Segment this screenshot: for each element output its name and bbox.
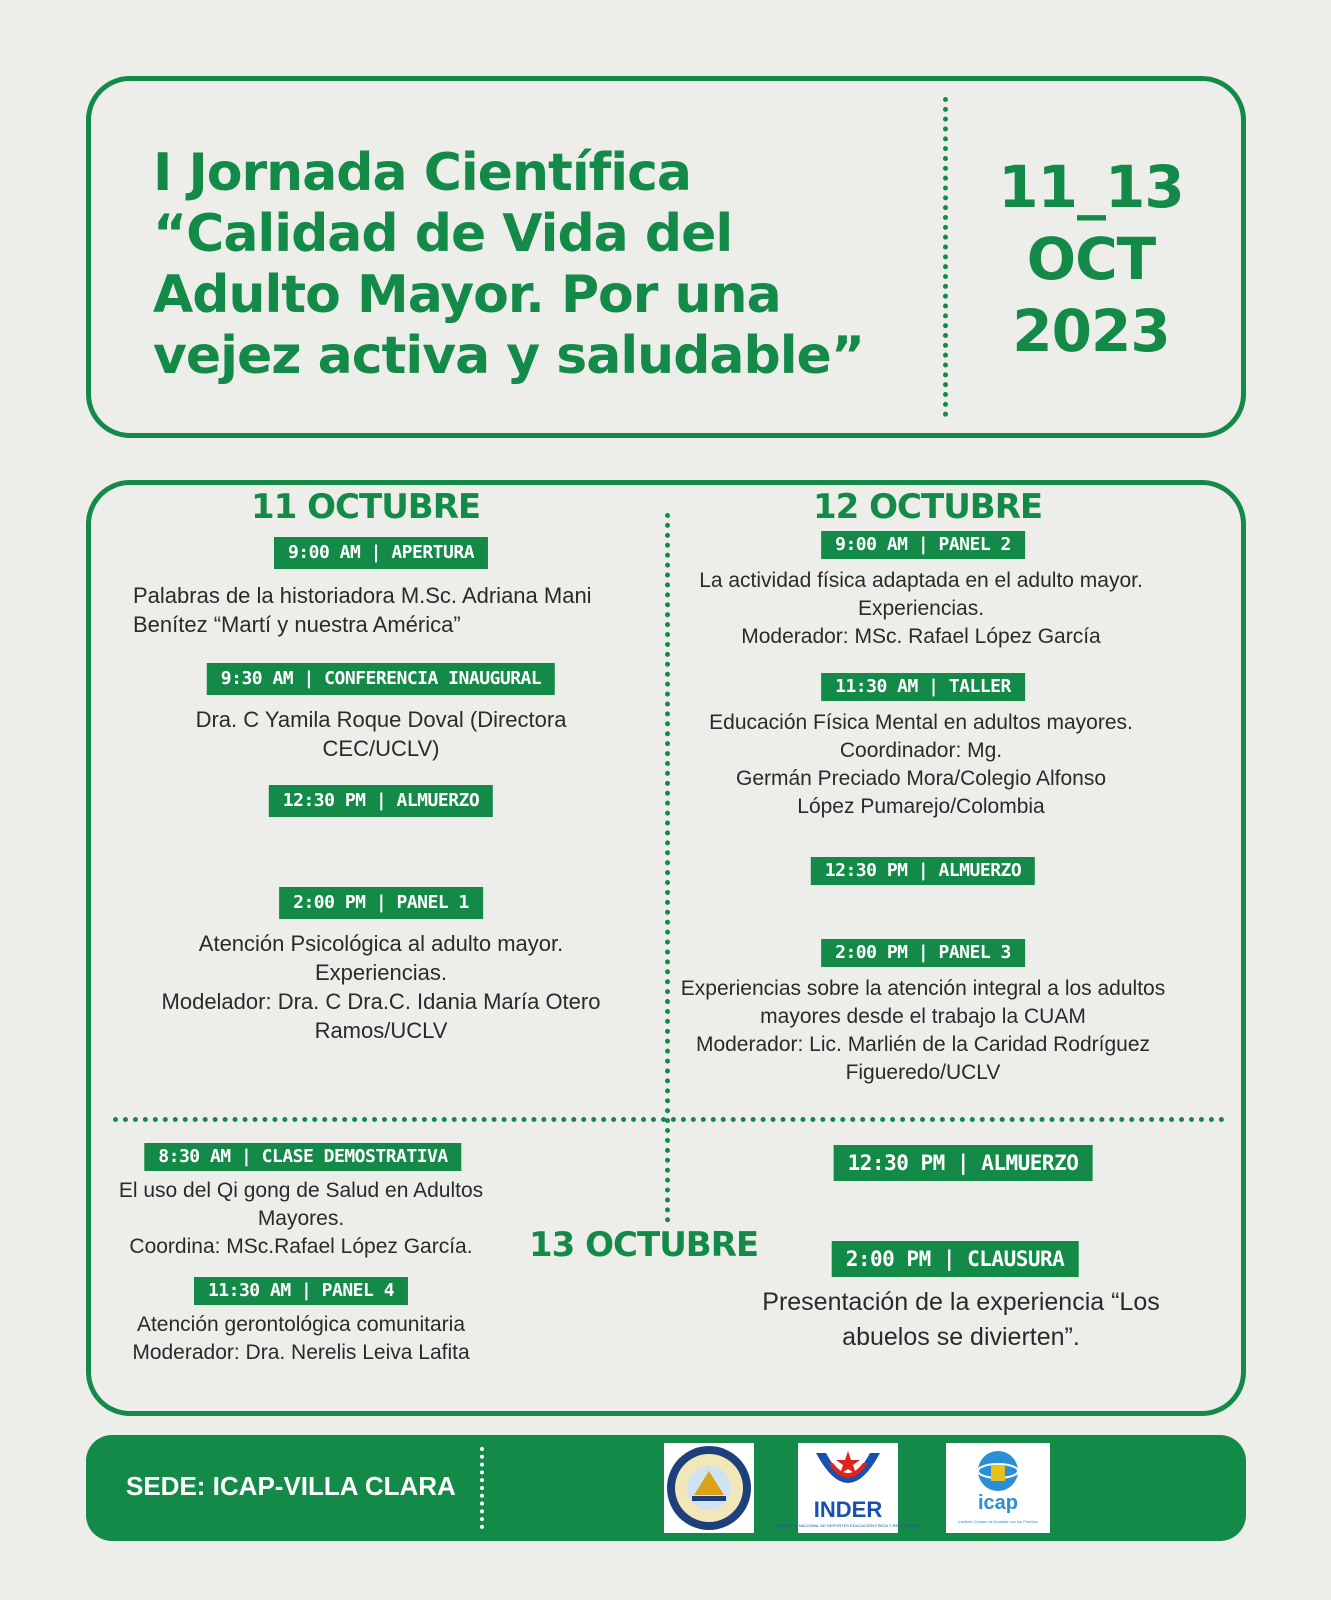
session-tag: 2:00 PM | PANEL 3 (821, 939, 1025, 967)
footer-bar (86, 1435, 1246, 1541)
event-dates (971, 151, 1211, 367)
title-line: Adulto Mayor. Por una (153, 265, 781, 325)
session-tag: 2:00 PM | CLAUSURA (832, 1241, 1079, 1277)
title-line: I Jornada Científica (153, 143, 692, 203)
description-line: El uso del Qi gong de Salud en Adultos (118, 1179, 484, 1202)
description-line: Educación Física Mental en adultos mayores. (709, 711, 1133, 734)
description-line: Coordinador: Mg. (839, 739, 1003, 762)
university-seal-logo (664, 1443, 754, 1533)
session-description (681, 567, 1161, 651)
header-box (86, 76, 1246, 438)
day3-title: 13 OCTUBRE (529, 1225, 759, 1265)
session-tag: 9:00 AM | APERTURA (274, 537, 488, 569)
session-description (663, 975, 1183, 1087)
title-line: “Calidad de Vida del (153, 204, 733, 264)
description-line: CEC/UCLV) (322, 736, 440, 761)
description-line: Ramos/UCLV (314, 1018, 448, 1043)
event-title (153, 143, 913, 387)
date-month: OCT (1026, 225, 1156, 293)
title-line: vejez activa y saludable” (153, 326, 864, 386)
description-line: abuelos se divierten”. (842, 1323, 1080, 1351)
description-line: Figueredo/UCLV (845, 1061, 1001, 1084)
description-line: Palabras de la historiadora M.Sc. Adriana Mani (133, 583, 592, 608)
session-description (681, 709, 1161, 821)
date-year: 2023 (1012, 297, 1170, 365)
session-tag: 9:30 AM | CONFERENCIA INAUGURAL (207, 663, 555, 695)
session-tag: 11:30 AM | TALLER (821, 673, 1025, 701)
program-box (86, 480, 1246, 1416)
session-tag: 8:30 AM | CLASE DEMOSTRATIVA (144, 1143, 461, 1171)
inder-logo-text: INDER (813, 1497, 883, 1522)
day2-title: 12 OCTUBRE (813, 487, 1043, 527)
description-line: Presentación de la experiencia “Los (762, 1288, 1160, 1316)
description-line: Moderador: MSc. Rafael López García (741, 625, 1101, 648)
date-days: 11_13 (998, 153, 1184, 221)
session-tag: 12:30 PM | ALMUERZO (811, 857, 1035, 885)
horizontal-divider (113, 1117, 1225, 1122)
session-description (101, 1311, 501, 1367)
inder-logo (776, 1443, 920, 1533)
university-seal-icon (664, 1443, 754, 1533)
venue-label: SEDE: ICAP-VILLA CLARA (126, 1471, 456, 1501)
session-description (131, 929, 631, 1045)
description-line: Benítez “Martí y nuestra América” (133, 612, 461, 637)
description-line: Atención gerontológica comunitaria (136, 1313, 466, 1336)
session-tag: 12:30 PM | ALMUERZO (834, 1145, 1093, 1181)
header-divider (943, 97, 948, 417)
description-line: López Pumarejo/Colombia (797, 795, 1045, 818)
footer-divider (480, 1447, 484, 1529)
description-line: Moderador: Lic. Marlién de la Caridad Rodríguez (695, 1033, 1151, 1056)
description-line: Experiencias. (314, 960, 448, 985)
session-description (133, 581, 633, 639)
description-line: Experiencias sobre la atención integral a los adultos (680, 977, 1166, 1000)
description-line: Mayores. (257, 1207, 345, 1230)
session-tag: 12:30 PM | ALMUERZO (269, 785, 493, 817)
session-tag: 11:30 AM | PANEL 4 (194, 1277, 408, 1305)
description-line: Germán Preciado Mora/Colegio Alfonso (735, 767, 1107, 790)
icap-icon (946, 1443, 1050, 1533)
icap-logo (946, 1443, 1050, 1533)
description-line: Coordina: MSc.Rafael López García. (129, 1235, 473, 1258)
description-line: Moderador: Dra. Nerelis Leiva Lafita (132, 1341, 470, 1364)
day1-title: 11 OCTUBRE (251, 487, 481, 527)
session-description (131, 705, 631, 763)
description-line: Modelador: Dra. C Dra.C. Idania María Otero (161, 989, 601, 1014)
description-line: La actividad física adaptada en el adulto mayor. (699, 569, 1143, 592)
session-tag: 2:00 PM | PANEL 1 (279, 887, 483, 919)
description-line: Experiencias. (857, 597, 985, 620)
inder-icon (776, 1443, 920, 1533)
inder-logo-subtext: INSTITUTO NACIONAL DE DEPORTES EDUCACIÓN FÍSICA Y RECREACIÓN (776, 1523, 920, 1528)
description-line: Dra. C Yamila Roque Doval (Directora (195, 707, 567, 732)
session-description (101, 1177, 501, 1261)
description-line: Atención Psicológica al adulto mayor. (198, 931, 564, 956)
session-description (721, 1285, 1201, 1355)
description-line: mayores desde el trabajo la CUAM (760, 1005, 1086, 1028)
icap-logo-subtext: Instituto Cubano de Amistad con los Pueblos (958, 1519, 1038, 1524)
session-tag: 9:00 AM | PANEL 2 (821, 531, 1025, 559)
icap-logo-text: icap (977, 1492, 1019, 1514)
